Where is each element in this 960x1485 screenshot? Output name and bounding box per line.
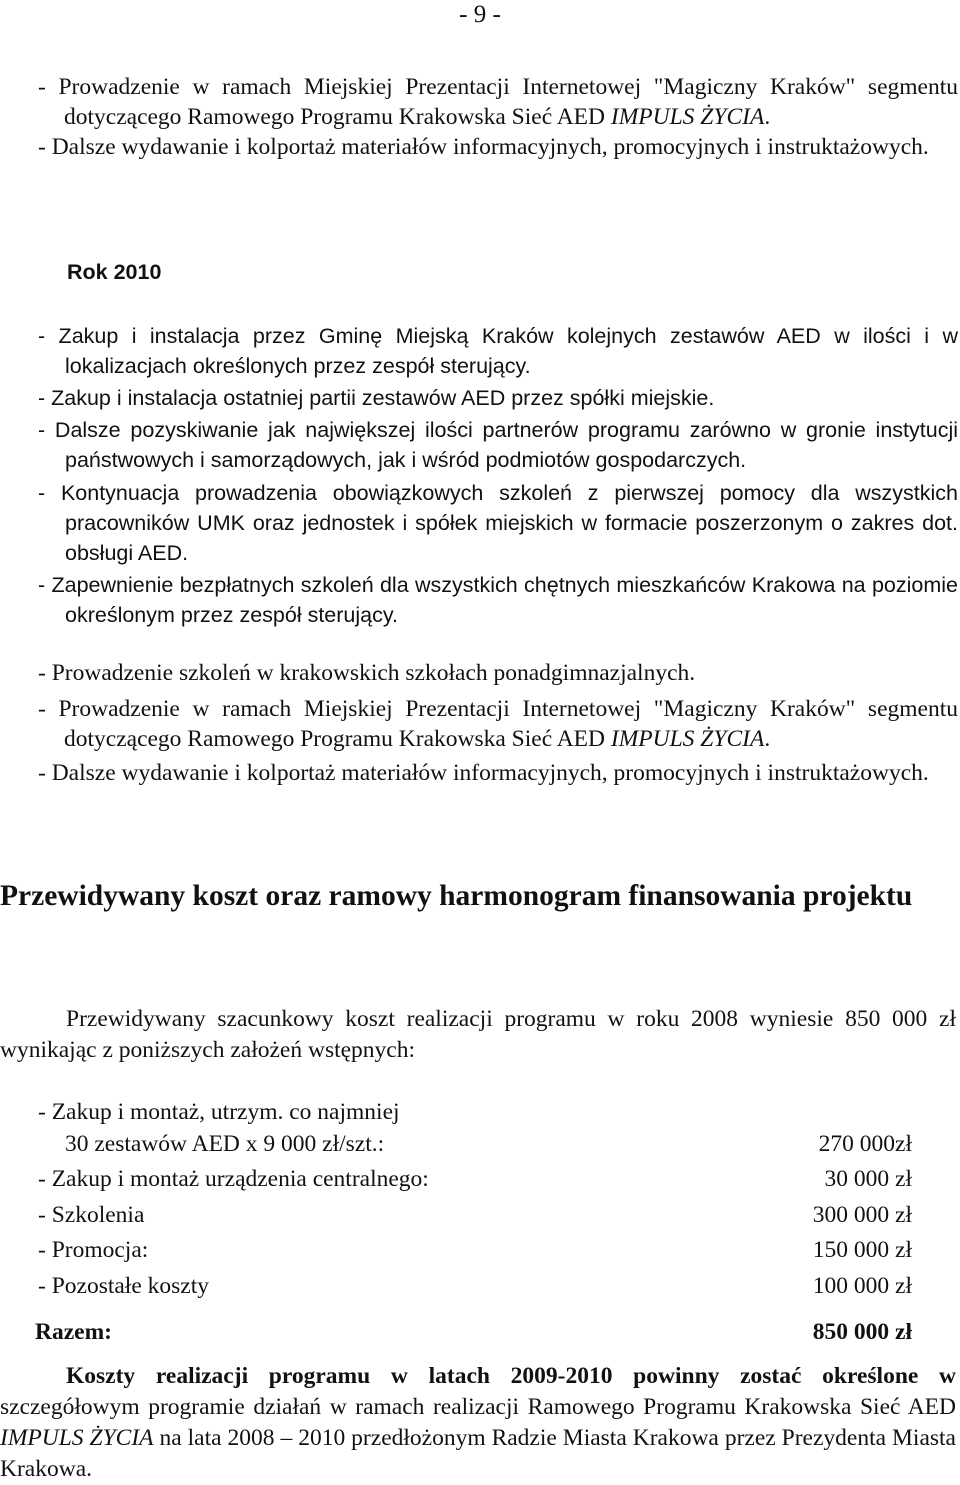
intro-paragraph: Przewidywany szacunkowy koszt realizacji programu w roku 2008 wyniesie 850 000 zł wynikając z poniższych założeń wstępnych:: [0, 1006, 956, 1063]
program-name: IMPULS ŻYCIA: [610, 104, 765, 130]
cost-label: - Zakup i montaż urządzenia centralnego:: [38, 1166, 429, 1192]
list-item: - Dalsze pozyskiwanie jak największej ilości partnerów programu zarówno w gronie instytucji państwowych i samorządowych, jak i wśród podmiotów gospodarczych.: [38, 418, 958, 472]
list-item: - Zakup i instalacja przez Gminę Miejską Kraków kolejnych zestawów AED w ilości i w lokalizacjach określonych przez zespół sterujący.: [38, 324, 958, 378]
year-2010-list-continued: [38, 658, 958, 788]
program-name: IMPULS ŻYCIA: [0, 1425, 154, 1451]
year-heading: Rok 2010: [67, 260, 162, 284]
list-item-end: .: [764, 104, 771, 130]
cost-label: - Promocja:: [38, 1237, 149, 1263]
page-number: - 9 -: [459, 1, 501, 28]
closing-paragraph: [0, 1361, 956, 1485]
cost-amount: 100 000 zł: [812, 1273, 912, 1299]
cost-row: [38, 1097, 912, 1127]
cost-row: [38, 1271, 912, 1301]
continued-list: [38, 72, 958, 162]
cost-row: [38, 1200, 912, 1230]
list-item: - Prowadzenie szkoleń w krakowskich szkołach ponadgimnazjalnych.: [38, 660, 696, 686]
closing-bold-text: Koszty realizacji programu w latach 2009-2010 powinny zostać określone w: [66, 1363, 956, 1389]
cost-amount: 150 000 zł: [812, 1237, 912, 1263]
cost-amount: 270 000zł: [818, 1131, 912, 1157]
list-item: [38, 72, 958, 132]
list-item-text: - Prowadzenie w ramach Miejskiej Prezentacji Internetowej "Magiczny Kraków" segmentu dotyczącego Ramowego Programu Krakowska Sieć AED: [38, 696, 958, 752]
list-item: - Dalsze wydawanie i kolportaż materiałów informacyjnych, promocyjnych i instruktażowych.: [38, 134, 929, 160]
cost-total-row: [35, 1317, 912, 1347]
list-item: - Zakup i instalacja ostatniej partii zestawów AED przez spółki miejskie.: [38, 386, 715, 410]
list-item: - Zapewnienie bezpłatnych szkoleń dla wszystkich chętnych mieszkańców Krakowa na poziomie określonym przez zespół sterujący.: [38, 573, 958, 627]
cost-row: [38, 1164, 912, 1194]
cost-label: - Szkolenia: [38, 1202, 145, 1228]
closing-text-end: na lata 2008 – 2010 przedłożonym Radzie Miasta Krakowa przez Prezydenta Miasta Krakowa.: [0, 1425, 956, 1482]
year-2010-list: [38, 321, 958, 630]
closing-text: szczegółowym programie działań w ramach realizacji Ramowego Programu Krakowska Sieć AED: [0, 1394, 956, 1420]
list-item-end: .: [764, 726, 771, 752]
section-title: Przewidywany koszt oraz ramowy harmonogram finansowania projektu: [0, 880, 913, 912]
cost-amount: 300 000 zł: [812, 1202, 912, 1228]
program-name: IMPULS ŻYCIA: [610, 726, 765, 752]
total-amount: 850 000 zł: [812, 1319, 912, 1345]
list-item: - Dalsze wydawanie i kolportaż materiałów informacyjnych, promocyjnych i instruktażowych.: [38, 760, 929, 786]
total-label: Razem:: [35, 1319, 112, 1345]
cost-amount: 30 000 zł: [824, 1166, 912, 1192]
cost-label: - Zakup i montaż, utrzym. co najmniej: [38, 1099, 400, 1125]
cost-row: [38, 1129, 912, 1159]
list-item-text: - Prowadzenie w ramach Miejskiej Prezentacji Internetowej "Magiczny Kraków" segmentu dotyczącego Ramowego Programu Krakowska Sieć AED: [38, 74, 958, 130]
list-item: - Kontynuacja prowadzenia obowiązkowych szkoleń z pierwszej pomocy dla wszystkich pracowników UMK oraz jednostek i spółek miejskich w formacie poszerzonym o zakres dot. obsługi AED.: [38, 481, 958, 565]
cost-label: 30 zestawów AED x 9 000 zł/szt.:: [65, 1131, 385, 1157]
list-item: [38, 694, 958, 754]
cost-row: [38, 1235, 912, 1265]
cost-label: - Pozostałe koszty: [38, 1273, 209, 1299]
